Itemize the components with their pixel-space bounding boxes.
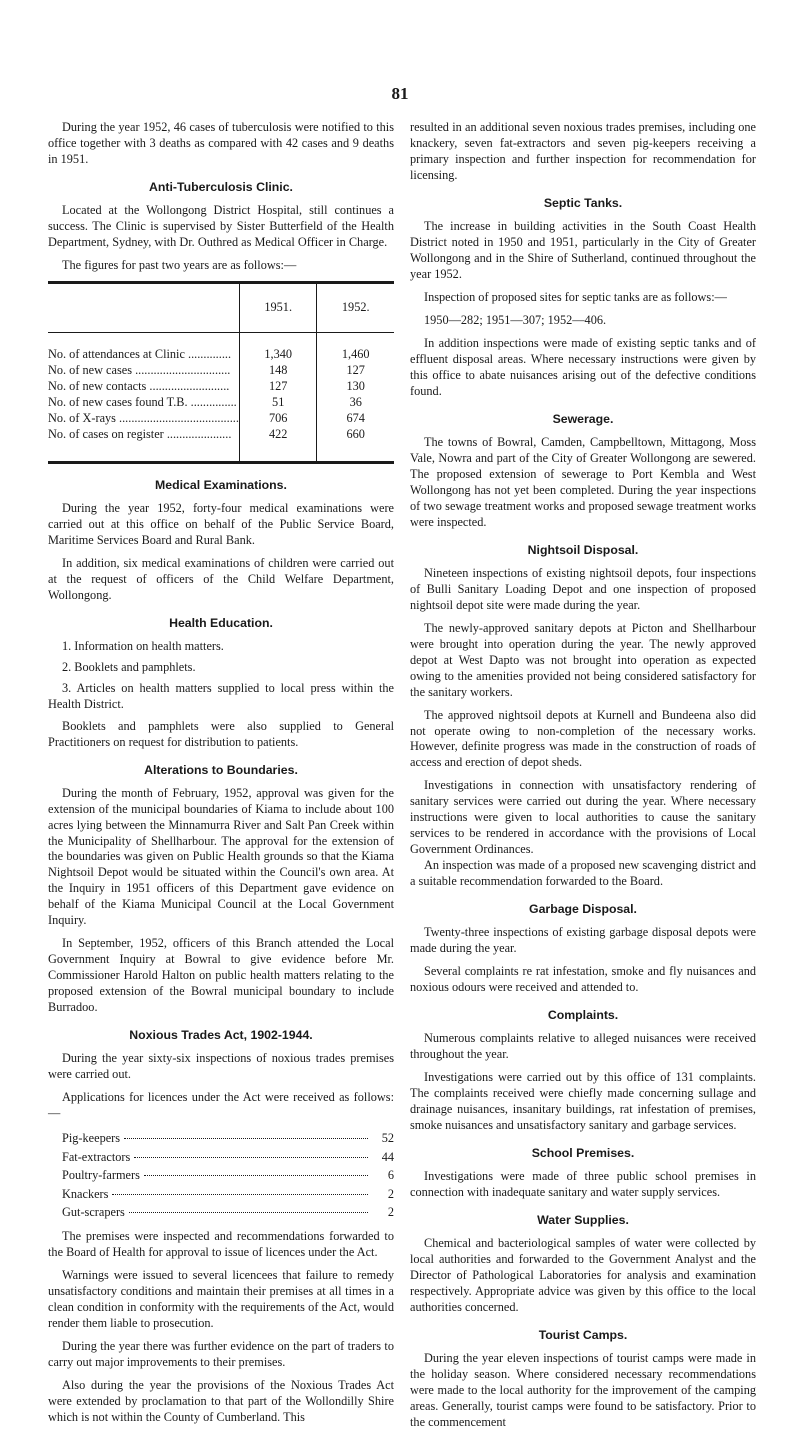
item-label: Poultry-farmers	[62, 1168, 140, 1183]
nightsoil-paragraph-5: An inspection was made of a proposed new scavenging district and a suitable recommendation forwarded to the Board.	[410, 858, 756, 889]
right-column	[410, 120, 756, 1438]
list-item: 2. Booklets and pamphlets.	[62, 659, 196, 674]
value-1952: 674	[317, 411, 394, 427]
noxious-paragraph-1: During the year sixty-six inspections of noxious trades premises were carried out.	[48, 1051, 394, 1082]
page-number: 81	[391, 84, 409, 103]
leader-dots	[112, 1194, 368, 1195]
nightsoil-paragraph-4: Investigations in connection with unsatisfactory rendering of sanitary services were carried out during the year. Where necessary instructions were given to local authorities to cause the sanitary services to be rendered in accordance with the provisions of Local Government Ordinances.	[410, 778, 756, 857]
row-label: No. of cases on register .....................	[48, 426, 232, 441]
septic-figures: 1950—282; 1951—307; 1952—406.	[424, 312, 607, 327]
column-header-1951: 1951.	[239, 282, 317, 332]
tb-clinic-figures-intro: The figures for past two years are as follows:—	[62, 257, 297, 272]
school-premises-heading: School Premises.	[531, 1146, 635, 1161]
medical-paragraph-2: In addition, six medical examinations of children were carried out at the request of officers of the Child Welfare Department, Wollongong.	[48, 555, 394, 602]
table-row	[48, 379, 394, 395]
list-item	[62, 1129, 394, 1147]
value-1952: 130	[317, 379, 394, 395]
leader-dots	[129, 1212, 368, 1213]
nightsoil-paragraph-2: The newly-approved sanitary depots at Picton and Shellharbour were brought into operation during the year. The newly approved depot at West Dapto was not brought into operation as expected owing to the amenities provided not being considered satisfactory for the sanitary workers.	[410, 620, 756, 699]
item-label: Knackers	[62, 1186, 109, 1201]
column-header-1952: 1952.	[317, 282, 394, 332]
garbage-paragraph-1: Twenty-three inspections of existing garbage disposal depots were made during the year.	[410, 925, 756, 956]
complaints-paragraph-2: Investigations were carried out by this office of 131 complaints. The complaints received were chiefly made concerning sullage and drainage nuisances, insanitary buildings, rat infestation of premises, smoke nuisances and unsatisfactory sanitary and garbage services.	[410, 1070, 756, 1133]
value-1951: 1,340	[239, 332, 317, 362]
noxious-paragraph-2: Applications for licences under the Act were received as follows:—	[48, 1090, 394, 1121]
noxious-trades-heading: Noxious Trades Act, 1902-1944.	[129, 1028, 313, 1043]
item-value: 2	[387, 1186, 394, 1201]
leader-dots	[124, 1138, 368, 1139]
nightsoil-heading: Nightsoil Disposal.	[527, 542, 639, 557]
tourist-camps-heading: Tourist Camps.	[538, 1328, 628, 1343]
value-1952: 36	[317, 395, 394, 411]
table-row	[48, 411, 394, 427]
school-premises-paragraph: Investigations were made of three public school premises in connection with inadequate sanitary and water supply services.	[410, 1169, 756, 1200]
health-education-heading: Health Education.	[169, 615, 273, 630]
item-value: 6	[387, 1168, 394, 1183]
tb-clinic-table	[48, 281, 394, 464]
list-item	[62, 1166, 394, 1184]
garbage-paragraph-2: Several complaints re rat infestation, smoke and fly nuisances and noxious odours were received and attended to.	[410, 964, 756, 995]
boundaries-heading: Alterations to Boundaries.	[144, 762, 298, 777]
medical-paragraph-1: During the year 1952, forty-four medical examinations were carried out at this office on behalf of the Public Service Board, Maritime Services Board and Rural Bank.	[48, 500, 394, 547]
row-label: No. of new cases ...............................	[48, 362, 231, 377]
medical-heading: Medical Examinations.	[155, 477, 287, 492]
value-1951: 51	[239, 395, 317, 411]
value-1951: 422	[239, 427, 317, 462]
item-value: 2	[387, 1205, 394, 1219]
row-label: No. of X-rays .......................................	[48, 410, 239, 425]
septic-paragraph-2: Inspection of proposed sites for septic tanks are as follows:—	[424, 289, 727, 304]
row-label: No. of attendances at Clinic ..............	[48, 346, 232, 361]
health-education-list	[48, 639, 394, 713]
table-corner	[48, 282, 239, 332]
licence-applications-list	[62, 1129, 394, 1221]
value-1951: 127	[239, 379, 317, 395]
item-label: Fat-extractors	[62, 1149, 131, 1164]
complaints-paragraph-1: Numerous complaints relative to alleged nuisances were received throughout the year.	[410, 1031, 756, 1062]
garbage-heading: Garbage Disposal.	[529, 902, 637, 917]
leader-dots	[144, 1175, 368, 1176]
septic-paragraph-1: The increase in building activities in the South Coast Health District noted in 1950 and 1951, particularly in the City of Greater Wollongong and in the Shire of Sutherland, continued throughout the year 1952.	[410, 218, 756, 281]
item-label: Pig-keepers	[62, 1131, 121, 1146]
health-education-paragraph: Booklets and pamphlets were also supplied to General Practitioners on request for distribution to patients.	[48, 718, 394, 749]
water-supplies-heading: Water Supplies.	[537, 1213, 629, 1228]
value-1952: 1,460	[317, 332, 394, 362]
row-label: No. of new cases found T.B. ...............	[48, 394, 237, 409]
left-column	[48, 120, 394, 1433]
value-1952: 660	[317, 427, 394, 462]
tb-clinic-heading: Anti-Tuberculosis Clinic.	[149, 179, 293, 194]
noxious-paragraph-4: Warnings were issued to several licencees that failure to remedy unsatisfactory conditions and maintain their premises at all times in a clean condition in conformity with the requirements of the Act, would render them liable to prosecution.	[48, 1268, 394, 1331]
noxious-paragraph-3: The premises were inspected and recommendations forwarded to the Board of Health for approval to issue of licences under the Act.	[48, 1229, 394, 1260]
nightsoil-paragraph-3: The approved nightsoil depots at Kurnell and Bundeena also did not operate owing to non-completion of the necessary works. However, definite progress was made in the construction of roads of access and erection of depot sheds.	[410, 707, 756, 770]
tb-clinic-paragraph: Located at the Wollongong District Hospital, still continues a success. The Clinic is supervised by Sister Butterfield of the Health Department, Sydney, with Dr. Outhred as Medical Officer in Charge.	[48, 202, 394, 249]
table-row	[48, 427, 394, 462]
septic-paragraph-4: In addition inspections were made of existing septic tanks and of effluent disposal areas. Where necessary instructions were given by this office to abate nuisances arising out of the defective conditions found.	[410, 335, 756, 398]
table-row	[48, 363, 394, 379]
leader-dots	[134, 1157, 368, 1158]
sewerage-paragraph: The towns of Bowral, Camden, Campbelltown, Mittagong, Moss Vale, Nowra and part of the City of Greater Wollongong are sewered. The proposed extension of sewerage to Port Kembla and West Wollongong has not yet been completed. During the year inspections of two sewage treatment works and proposed sewage treatment works were inspected.	[410, 434, 756, 529]
item-value: 52	[381, 1131, 394, 1146]
nightsoil-paragraph-1: Nineteen inspections of existing nightsoil depots, four inspections of Bulli Sanitary Loading Depot and one inspection of proposed nightsoil depot site were made during the year.	[410, 565, 756, 612]
list-item: 3. Articles on health matters supplied to local press within the Health District.	[48, 680, 394, 711]
continued-paragraph: resulted in an additional seven noxious trades premises, including one knackery, seven fat-extractors and seven pig-keepers receiving a primary inspection and further inspection for recommendation for licensing.	[410, 120, 756, 182]
sewerage-heading: Sewerage.	[552, 411, 614, 426]
item-label: Gut-scrapers	[62, 1205, 125, 1219]
tb-intro-paragraph: During the year 1952, 46 cases of tuberculosis were notified to this office together with 3 deaths as compared with 42 cases and 9 deaths in 1951.	[48, 120, 394, 166]
list-item	[62, 1185, 394, 1203]
boundaries-paragraph-2: In September, 1952, officers of this Branch attended the Local Government Inquiry at Bowral to give evidence before Mr. Commissioner Harold Halton on public health matters relating to the proposed extension of the Bowral municipal boundary to include Burradoo.	[48, 936, 394, 1015]
noxious-paragraph-5: During the year there was further evidence on the part of traders to carry out major improvements to their premises.	[48, 1339, 394, 1370]
septic-tanks-heading: Septic Tanks.	[543, 195, 623, 210]
table-row	[48, 332, 394, 362]
value-1951: 148	[239, 363, 317, 379]
water-supplies-paragraph: Chemical and bacteriological samples of water were collected by local authorities and forwarded to the Government Analyst and the Director of Pathological Laboratories for analysis and examination respectively. Appropriate advice was given by this office to the local authorities concerned.	[410, 1236, 756, 1315]
item-value: 44	[381, 1149, 394, 1164]
list-item	[62, 1203, 394, 1221]
tourist-camps-paragraph: During the year eleven inspections of tourist camps were made in the holiday season. Where considered necessary recommendations were made to the local authority for the improvement of the camping areas. Generally, tourist camps were found to be satisfactory. Prior to the commencement	[410, 1351, 756, 1429]
table-row	[48, 395, 394, 411]
noxious-paragraph-6: Also during the year the provisions of the Noxious Trades Act were extended by proclamation to that part of the Wollondilly Shire which is not within the County of Cumberland. This	[48, 1378, 394, 1425]
value-1952: 127	[317, 363, 394, 379]
complaints-heading: Complaints.	[547, 1008, 619, 1023]
value-1951: 706	[239, 411, 317, 427]
list-item: 1. Information on health matters.	[62, 638, 224, 653]
row-label: No. of new contacts ..........................	[48, 378, 230, 393]
list-item	[62, 1148, 394, 1166]
boundaries-paragraph-1: During the month of February, 1952, approval was given for the extension of the municipal boundaries of Kiama to include about 100 acres lying between the Minnamurra River and Salt Pan Creek within the Municipality of Shellharbour. The approval for the extension of the boundaries was given on Public Health grounds so that the Kiama Nightsoil Depot would be situated within the Council's own area. At the Inquiry in 1951 officers of this Department gave evidence on behalf of the Kiama Municipal Council at the Local Government Inquiry.	[48, 785, 394, 928]
